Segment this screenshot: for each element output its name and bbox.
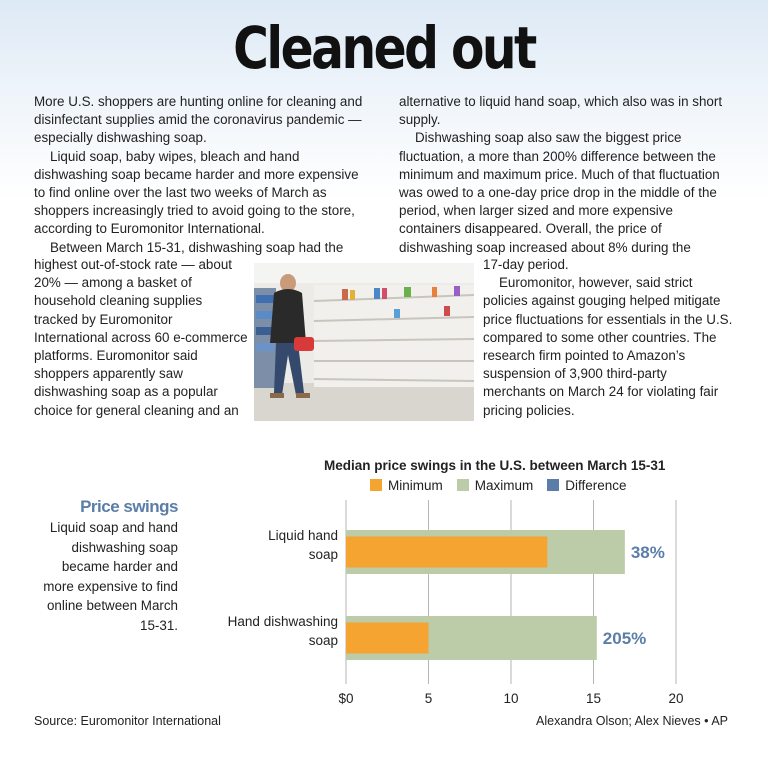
credit-line: Alexandra Olson; Alex Nieves • AP <box>536 714 728 728</box>
category-label: Hand dishwashing <box>227 614 338 629</box>
paragraph: 17-day period. <box>483 257 569 272</box>
source-note: Source: Euromonitor International <box>34 714 221 728</box>
sidebar-text: Liquid soap and hand dishwashing soap became harder and more expensive to find online between March 15-31. <box>43 520 178 633</box>
bar-maximum <box>346 616 597 660</box>
legend-swatch-maximum <box>457 479 469 491</box>
legend-swatch-difference <box>547 479 559 491</box>
paragraph: alternative to liquid hand soap, which also was in short supply. <box>399 94 723 128</box>
paragraph: More U.S. shoppers are hunting online for cleaning and disinfectant supplies amid the coronavirus pandemic — especially dishwashing soap. <box>34 94 363 146</box>
chart-legend <box>370 478 627 493</box>
legend-item-maximum <box>457 478 534 493</box>
difference-label: 205% <box>602 629 647 648</box>
paragraph: highest out-of-stock rate — about 20% — among a basket of household cleaning supplies tracked by Euromonitor International across 60 e-commerce platforms. Euromonitor said shoppers apparently saw dishwashing soap as a popular choice for general cleaning and an <box>34 257 248 418</box>
x-tick-label: $0 <box>338 691 354 706</box>
store-shelves-photo <box>254 263 474 421</box>
category-label: soap <box>308 633 338 648</box>
legend-label-maximum: Maximum <box>474 478 534 493</box>
paragraph: Liquid soap, baby wipes, bleach and hand dishwashing soap became harder and more expensive to find online over the last two weeks of March as shoppers increasingly tried to avoid going to the store, according to Euromonitor International. <box>34 148 359 237</box>
legend-label-minimum: Minimum <box>388 478 443 493</box>
article-column-right <box>399 93 732 257</box>
x-tick-label: 20 <box>668 691 684 706</box>
legend-swatch-minimum <box>370 479 382 491</box>
article-column-left <box>34 93 364 257</box>
legend-item-minimum <box>370 478 443 493</box>
bar-minimum <box>346 537 547 568</box>
headline: Cleaned out <box>233 14 535 82</box>
x-tick-label: 5 <box>424 691 433 706</box>
chart-title: Median price swings in the U.S. between March 15-31 <box>324 458 666 473</box>
legend-label-difference: Difference <box>565 478 627 493</box>
paragraph: Between March 15-31, dishwashing soap had the <box>50 239 344 255</box>
sidebar-title: Price swings <box>80 497 178 516</box>
category-label: Liquid hand <box>268 528 338 543</box>
paragraph: Dishwashing soap also saw the biggest price fluctuation, a more than 200% difference between the minimum and maximum price. Much of that fluctuation was owed to a one-day price drop in the middle of the period, when larger sized and more expensive containers disappeared. Overall, the price of dishwashing soap increased about 8% during the <box>399 130 720 255</box>
x-tick-label: 10 <box>503 691 519 706</box>
difference-label: 38% <box>630 543 665 562</box>
x-tick-label: 15 <box>585 691 602 706</box>
paragraph: Euromonitor, however, said strict policies against gouging helped mitigate price fluctuations for essentials in the U.S. compared to some other countries. The research firm pointed to Amazon’s suspension of 3,900 third-party merchants on March 24 for violating fair pricing policies. <box>483 275 733 418</box>
bar-minimum <box>346 623 429 654</box>
category-label: soap <box>308 547 338 562</box>
photo-illustration <box>254 263 474 421</box>
bar-maximum <box>346 530 625 574</box>
article-column-left-narrow <box>34 256 248 420</box>
article-column-right-narrow <box>483 256 733 420</box>
legend-item-difference <box>547 478 626 493</box>
